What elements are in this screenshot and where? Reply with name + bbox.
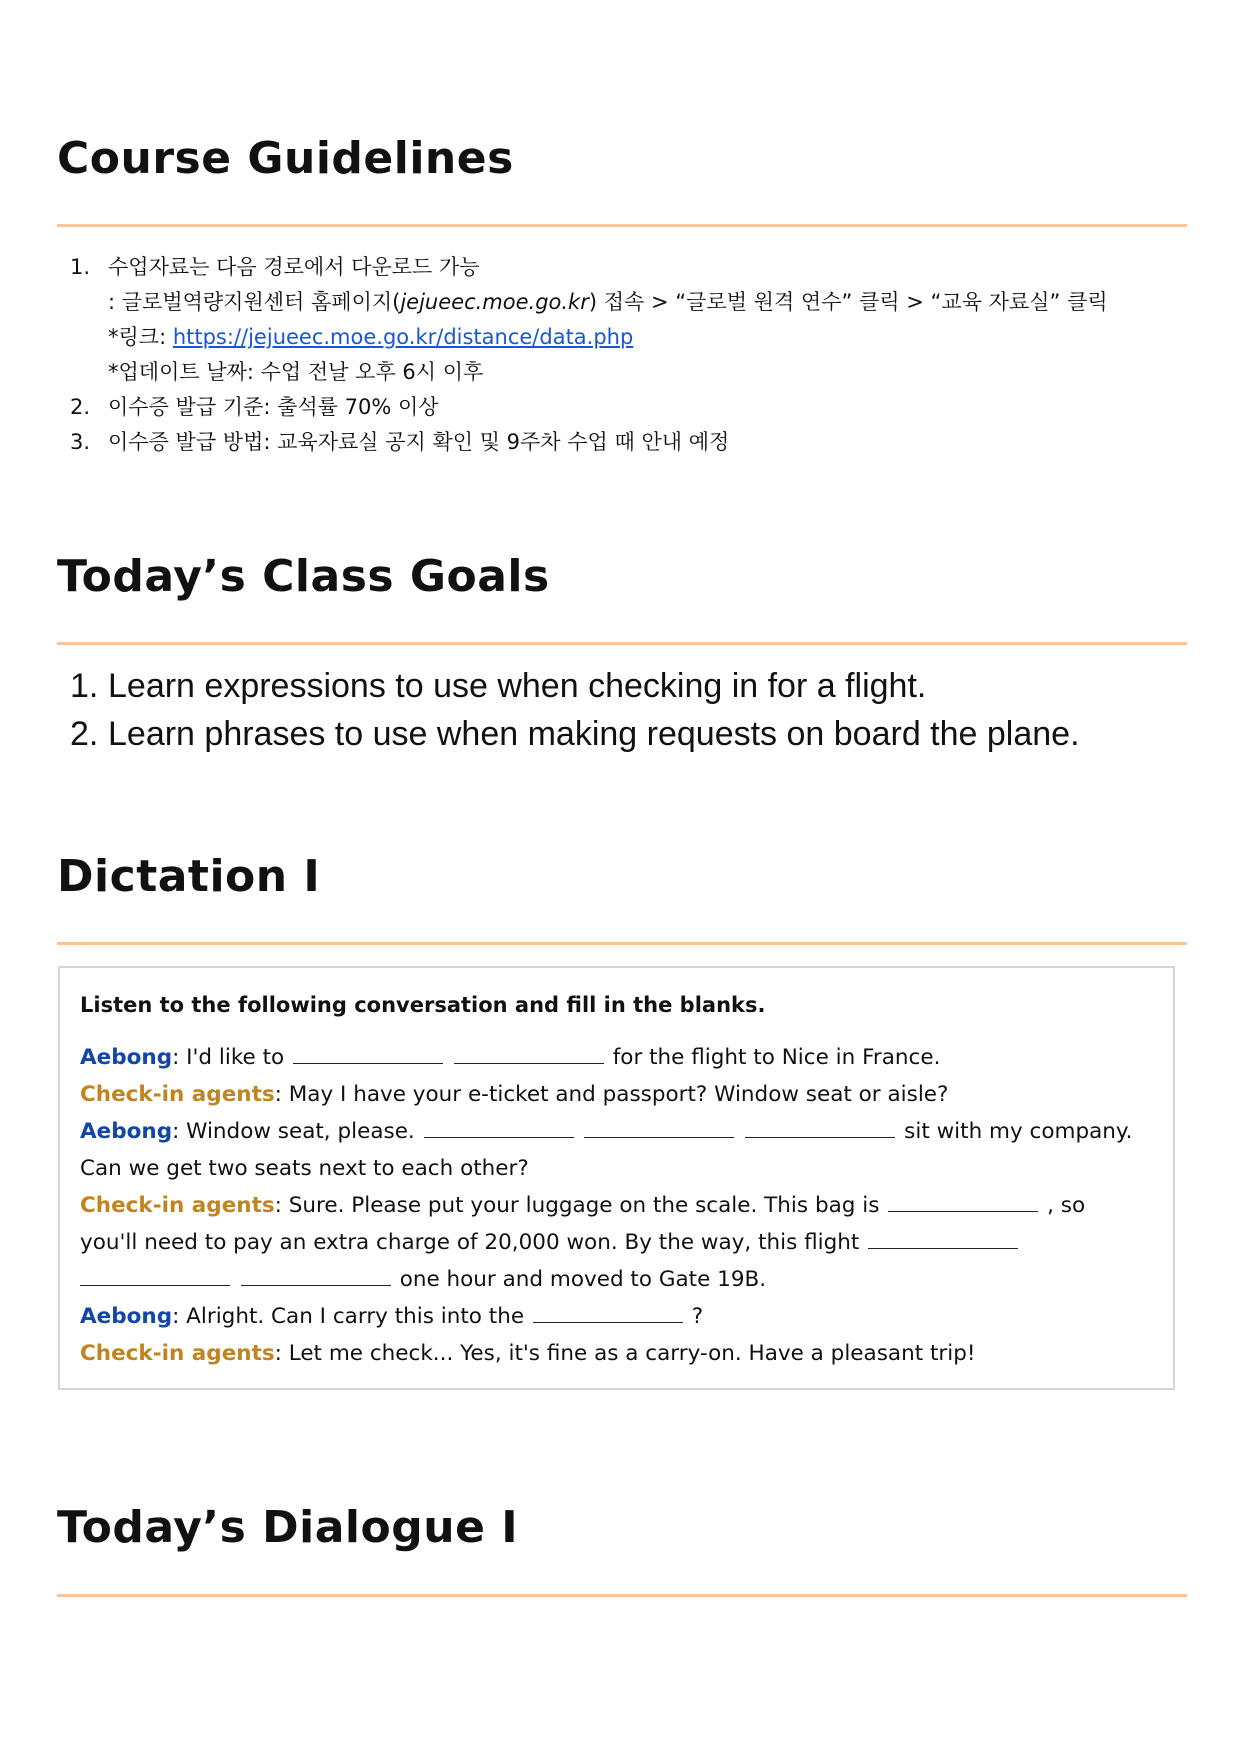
blank-field[interactable] — [888, 1193, 1038, 1212]
list-text: Learn expressions to use when checking in for a flight. — [108, 667, 927, 705]
dialogue-line: Can we get two seats next to each other? — [80, 1156, 529, 1181]
list-number: 2. — [70, 395, 91, 419]
dialogue-line — [80, 1076, 1154, 1113]
line-text: : Alright. Can I carry this into the — [172, 1304, 525, 1329]
section-divider — [57, 642, 1187, 645]
data-download-link[interactable]: https://jejueec.moe.go.kr/distance/data.php — [172, 325, 634, 349]
section-divider — [57, 224, 1187, 227]
dialogue-line — [80, 1187, 1154, 1224]
list-item — [70, 425, 1190, 460]
list-item — [70, 710, 1220, 758]
line-text: : May I have your e-ticket and passport? Window seat or aisle? — [274, 1082, 949, 1107]
line-text: , so — [1047, 1193, 1086, 1218]
list-text: Learn phrases to use when making requests on board the plane. — [108, 715, 1080, 753]
speaker-name: Aebong — [80, 1045, 173, 1070]
line-text: : Sure. Please put your luggage on the scale. This bag is — [274, 1193, 880, 1218]
line-text: ? — [691, 1304, 704, 1329]
dialogue-line — [80, 1113, 1154, 1150]
blank-field[interactable] — [241, 1267, 391, 1286]
dialogue-line — [80, 1298, 1154, 1335]
update-note: *업데이트 날짜: 수업 전날 오후 6시 이후 — [108, 360, 484, 384]
line-text: one hour and moved to Gate 19B. — [399, 1267, 767, 1292]
blank-field[interactable] — [293, 1045, 443, 1064]
course-guidelines-title: Course Guidelines — [57, 133, 514, 184]
class-goals-list — [70, 662, 1220, 758]
line-text: : Let me check... Yes, it's fine as a carry-on. Have a pleasant trip! — [274, 1341, 976, 1366]
download-path — [70, 285, 1190, 320]
blank-field[interactable] — [868, 1230, 1018, 1249]
dialogue-title: Today’s Dialogue I — [57, 1502, 519, 1553]
link-line — [70, 320, 1190, 355]
line-text: : Window seat, please. — [172, 1119, 415, 1144]
class-goals-title: Today’s Class Goals — [57, 551, 550, 602]
course-guidelines-list — [70, 250, 1190, 460]
list-item — [70, 662, 1220, 710]
dialogue-line — [80, 1039, 1154, 1076]
speaker-name: Check-in agents — [80, 1193, 275, 1218]
list-text: 수업자료는 다음 경로에서 다운로드 가능 — [108, 255, 480, 279]
blank-field[interactable] — [454, 1045, 604, 1064]
site-address: jejueec.moe.go.kr — [400, 290, 589, 314]
speaker-name: Aebong — [80, 1304, 173, 1329]
line-text: : I'd like to — [172, 1045, 285, 1070]
line-text: you'll need to pay an extra charge of 20,000 won. By the way, this flight — [80, 1230, 860, 1255]
blank-field[interactable] — [584, 1119, 734, 1138]
list-text: 이수증 발급 방법: 교육자료실 공지 확인 및 9주차 수업 때 안내 예정 — [108, 430, 730, 454]
dictation-box — [58, 966, 1175, 1390]
list-number: 1. — [70, 255, 91, 279]
path-suffix: ) 접속 > “글로벌 원격 연수” 클릭 > “교육 자료실” 클릭 — [588, 290, 1108, 314]
dialogue-line — [80, 1224, 1154, 1261]
list-number: 1. — [70, 667, 99, 705]
section-divider — [57, 942, 1187, 945]
dictation-title: Dictation I — [57, 851, 321, 902]
speaker-name: Check-in agents — [80, 1341, 275, 1366]
line-text: sit with my company. — [904, 1119, 1133, 1144]
path-prefix: : 글로벌역량지원센터 홈페이지( — [108, 290, 401, 314]
line-text: for the flight to Nice in France. — [612, 1045, 941, 1070]
list-item — [70, 390, 1190, 425]
blank-field[interactable] — [424, 1119, 574, 1138]
section-divider — [57, 1594, 1187, 1597]
dictation-instruction: Listen to the following conversation and fill in the blanks. — [80, 993, 766, 1017]
speaker-name: Aebong — [80, 1119, 173, 1144]
dialogue-line — [80, 1335, 1154, 1372]
list-number: 3. — [70, 430, 91, 454]
speaker-name: Check-in agents — [80, 1082, 275, 1107]
list-number: 2. — [70, 715, 99, 753]
dialogue-line — [80, 1261, 1154, 1298]
blank-field[interactable] — [80, 1267, 230, 1286]
blank-field[interactable] — [745, 1119, 895, 1138]
link-label: *링크: — [108, 325, 173, 349]
blank-field[interactable] — [533, 1304, 683, 1323]
list-item — [70, 250, 1190, 285]
list-text: 이수증 발급 기준: 출석률 70% 이상 — [108, 395, 439, 419]
